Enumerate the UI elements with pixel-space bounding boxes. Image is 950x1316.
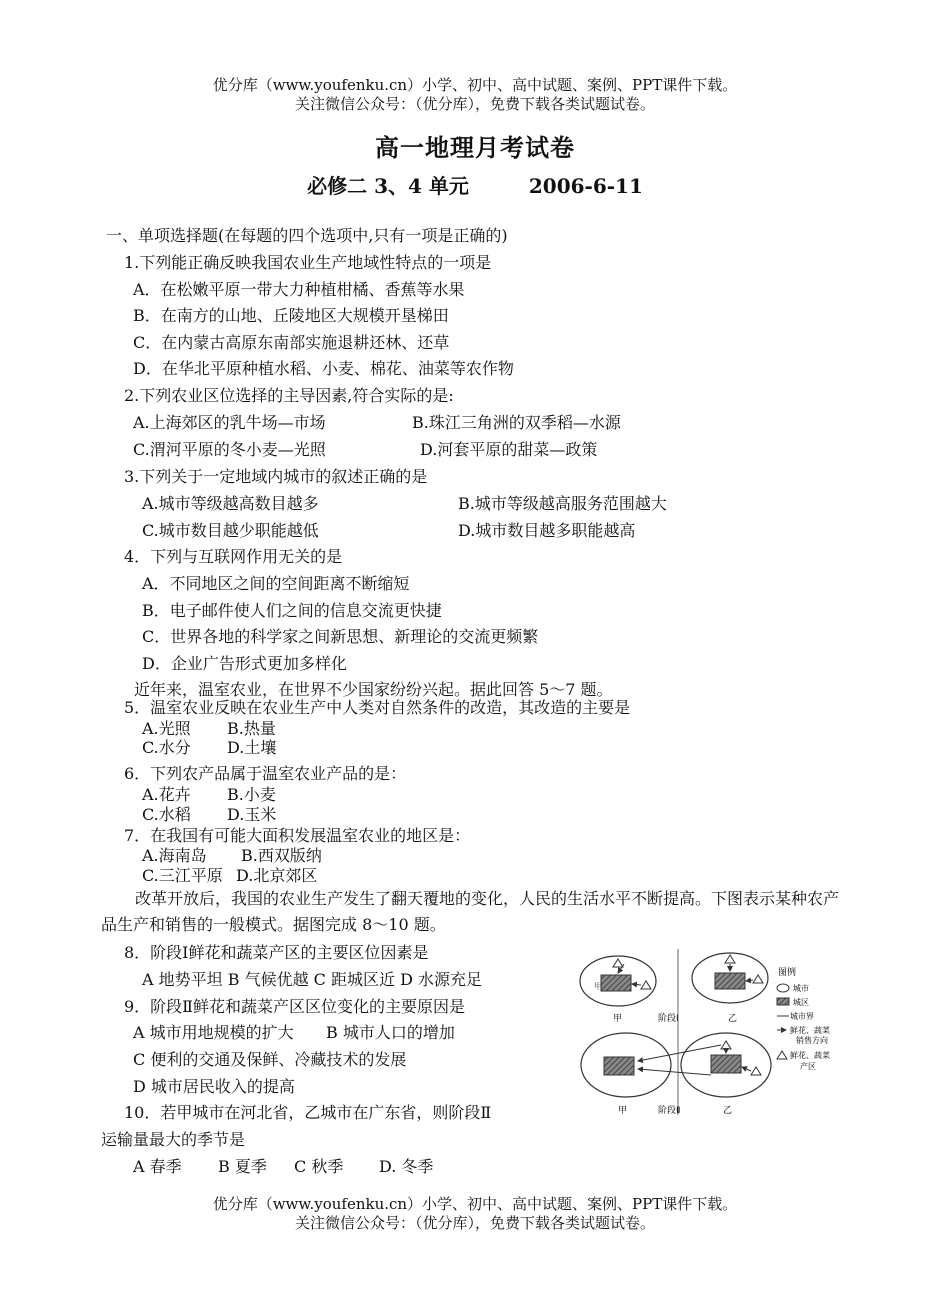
legend-city: 城市 bbox=[793, 984, 809, 993]
q7-option-d: D.北京郊区 bbox=[236, 866, 318, 885]
jia-sales-arrow-right bbox=[632, 984, 641, 985]
footer-line-1: 优分库（www.youfenku.cn）小学、初中、高中试题、案例、PPT课件下载。 bbox=[212, 1195, 738, 1213]
city-jia-label-stage2: 甲 bbox=[618, 1106, 628, 1116]
section-heading: 一、单项选择题(在每题的四个选项中,只有一项是正确的) bbox=[106, 226, 508, 245]
q9-option-a: A 城市用地规模的扩大 bbox=[133, 1023, 294, 1042]
jia-urban-area-stage2 bbox=[604, 1057, 634, 1075]
yi-production-area-stage2-top bbox=[721, 1041, 731, 1049]
yi-production-area-right bbox=[753, 975, 763, 983]
legend-area-line2: 产区 bbox=[800, 1062, 816, 1071]
yi-sales-arrow-stage2-right bbox=[742, 1067, 751, 1071]
q10-option-b: B 夏季 bbox=[218, 1157, 267, 1176]
page-title: 高一地理月考试卷 bbox=[375, 133, 575, 162]
yi-to-jia-sales-arrow-1 bbox=[638, 1045, 721, 1061]
q5-stem: 5．温室农业反映在农业生产中人类对自然条件的改造，其改造的主要是 bbox=[124, 698, 631, 717]
jia-production-area-top bbox=[613, 959, 623, 967]
subtitle-date: 2006-6-11 bbox=[528, 174, 643, 198]
yi-to-jia-sales-arrow-2 bbox=[638, 1069, 711, 1075]
q10-stem-line1: 10．若甲城市在河北省，乙城市在广东省，则阶段Ⅱ bbox=[124, 1103, 492, 1122]
q1-option-d: D．在华北平原种植水稻、小麦、棉花、油菜等农作物 bbox=[133, 359, 514, 378]
yi-production-area-stage2-right bbox=[751, 1067, 761, 1075]
q3-stem: 3.下列关于一定地域内城市的叙述正确的是 bbox=[124, 467, 428, 486]
q6-stem: 6．下列农产品属于温室农业产品的是： bbox=[124, 764, 407, 783]
legend-urban-symbol bbox=[777, 998, 789, 1005]
q2-stem: 2.下列农业区位选择的主导因素,符合实际的是: bbox=[124, 386, 454, 405]
subtitle-unit: 必修二 3、4 单元 bbox=[307, 174, 469, 198]
q9-option-d: D 城市居民收入的提高 bbox=[133, 1077, 295, 1096]
q2-option-c: C.渭河平原的冬小麦—光照 bbox=[133, 440, 326, 459]
legend-boundary: 城市界 bbox=[790, 1012, 814, 1021]
q2-option-b: B.珠江三角洲的双季稻—水源 bbox=[412, 413, 621, 432]
q5-option-a: A.光照 bbox=[142, 719, 191, 738]
intro-q8-10: 改革开放后，我国的农业生产发生了翻天覆地的变化，人民的生活水平不断提高。下图表示某种农产品生产和销售的一般模式。据图完成 8～10 题。 bbox=[101, 889, 840, 934]
q6-option-d: D.玉米 bbox=[227, 805, 277, 824]
yi-urban-area-stage2 bbox=[711, 1055, 741, 1073]
legend-area-symbol bbox=[777, 1051, 787, 1059]
jia-production-area-right bbox=[641, 981, 651, 989]
legend-area-line1: 鲜花、蔬菜 bbox=[790, 1051, 830, 1060]
q4-option-b: B．电子邮件使人们之间的信息交流更快捷 bbox=[142, 601, 442, 620]
jia-urban-area-stage1 bbox=[601, 975, 631, 991]
jia-inner-label: 甲 bbox=[594, 982, 602, 991]
stage2-label: 阶段Ⅱ bbox=[658, 1106, 681, 1116]
q7-option-c: C.三江平原 bbox=[142, 866, 223, 885]
footer-line-2: 关注微信公众号：（优分库），免费下载各类试题试卷。 bbox=[294, 1214, 655, 1232]
q9-stem: 9．阶段Ⅱ鲜花和蔬菜产区区位变化的主要原因是 bbox=[124, 997, 466, 1016]
q1-option-a: A．在松嫩平原一带大力种植柑橘、香蕉等水果 bbox=[133, 280, 465, 299]
q5-option-d: D.土壤 bbox=[227, 738, 277, 757]
production-sales-diagram bbox=[578, 945, 848, 1125]
q7-option-b: B.西双版纳 bbox=[241, 846, 322, 865]
q4-option-c: C．世界各地的科学家之间新思想、新理论的交流更频繁 bbox=[142, 627, 539, 646]
q7-option-a: A.海南岛 bbox=[142, 846, 207, 865]
legend-urban: 城区 bbox=[793, 998, 809, 1007]
yi-production-area-top bbox=[725, 955, 735, 963]
q3-option-b: B.城市等级越高服务范围越大 bbox=[458, 494, 667, 513]
q9-option-c: C 便利的交通及保鲜、冷藏技术的发展 bbox=[133, 1050, 407, 1069]
legend-city-symbol bbox=[777, 984, 789, 992]
q3-option-d: D.城市数目越多职能越高 bbox=[458, 521, 636, 540]
yi-urban-area-stage1 bbox=[715, 973, 745, 989]
q6-option-c: C.水稻 bbox=[142, 805, 191, 824]
q10-stem-line2: 运输量最大的季节是 bbox=[101, 1130, 246, 1149]
q1-option-b: B．在南方的山地、丘陵地区大规模开垦梯田 bbox=[133, 306, 449, 325]
city-yi-label-stage1: 乙 bbox=[728, 1014, 738, 1024]
q1-option-c: C．在内蒙古高原东南部实施退耕还林、还草 bbox=[133, 333, 450, 352]
q9-option-b: B 城市人口的增加 bbox=[326, 1023, 455, 1042]
q6-option-b: B.小麦 bbox=[227, 785, 276, 804]
header-line-1: 优分库（www.youfenku.cn）小学、初中、高中试题、案例、PPT课件下载。 bbox=[212, 76, 738, 94]
q8-stem: 8．阶段Ⅰ鲜花和蔬菜产区的主要区位因素是 bbox=[124, 943, 429, 962]
q1-stem: 1.下列能正确反映我国农业生产地域性特点的一项是 bbox=[124, 253, 492, 272]
q3-option-c: C.城市数目越少职能越低 bbox=[142, 521, 319, 540]
q10-option-a: A 春季 bbox=[133, 1157, 182, 1176]
header-line-2: 关注微信公众号：（优分库），免费下载各类试题试卷。 bbox=[294, 95, 655, 113]
q2-option-d: D.河套平原的甜菜—政策 bbox=[420, 440, 598, 459]
q5-option-c: C.水分 bbox=[142, 738, 191, 757]
intro-q5-7: 近年来，温室农业，在世界不少国家纷纷兴起。据此回答 5～7 题。 bbox=[134, 680, 613, 699]
q10-option-d: D. 冬季 bbox=[379, 1157, 434, 1176]
q8-options: A 地势平坦 B 气候优越 C 距城区近 D 水源充足 bbox=[142, 970, 482, 989]
q6-option-a: A.花卉 bbox=[142, 785, 191, 804]
q4-option-a: A．不同地区之间的空间距离不断缩短 bbox=[142, 574, 410, 593]
legend-title: 图例 bbox=[778, 968, 797, 978]
q4-option-d: D．企业广告形式更加多样化 bbox=[142, 654, 347, 673]
q10-option-c: C 秋季 bbox=[294, 1157, 344, 1176]
q2-option-a: A.上海郊区的乳牛场—市场 bbox=[133, 413, 326, 432]
stage1-label: 阶段Ⅰ bbox=[658, 1014, 679, 1024]
legend-arrow-line1: 鲜花、蔬菜 bbox=[790, 1026, 830, 1035]
legend-arrow-line2: 销售方向 bbox=[796, 1036, 828, 1045]
page-subtitle bbox=[0, 170, 950, 199]
q4-stem: 4．下列与互联网作用无关的是 bbox=[124, 547, 343, 566]
q7-stem: 7．在我国有可能大面积发展温室农业的地区是： bbox=[124, 826, 471, 845]
city-yi-label-stage2: 乙 bbox=[723, 1106, 733, 1116]
q5-option-b: B.热量 bbox=[227, 719, 276, 738]
q3-option-a: A.城市等级越高数目越多 bbox=[142, 494, 319, 513]
yi-sales-arrow-right bbox=[746, 980, 753, 981]
city-jia-label-stage1: 甲 bbox=[613, 1014, 623, 1024]
